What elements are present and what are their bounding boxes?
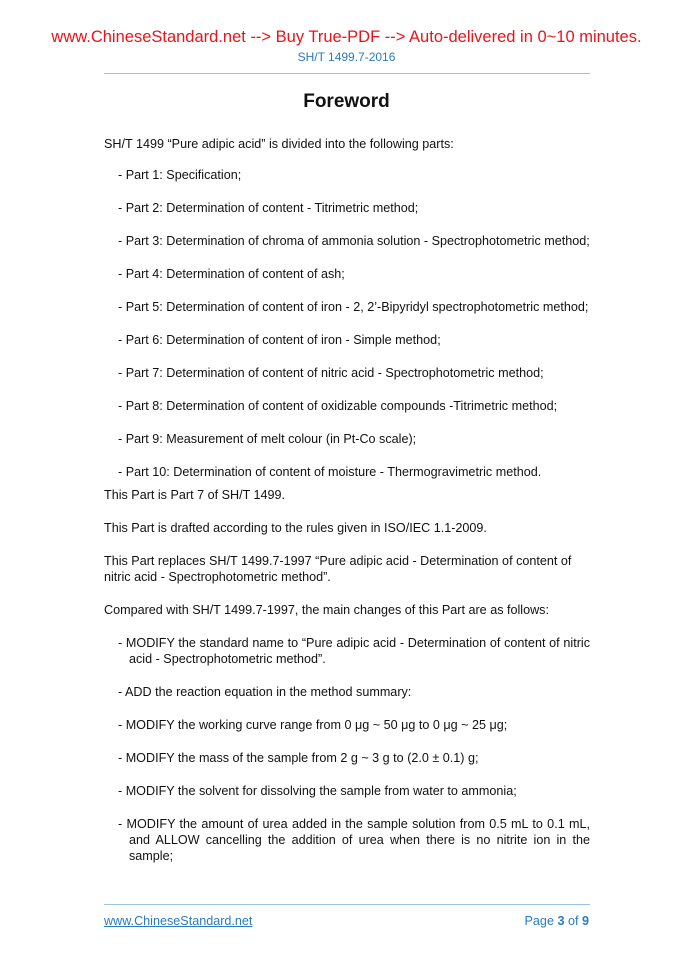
footer-website-link[interactable]: www.ChineseStandard.net [104, 914, 253, 928]
part-item: - Part 10: Determination of content of moisture - Thermogravimetric method. [118, 465, 542, 479]
change-item: - MODIFY the mass of the sample from 2 g ~ 3 g to (2.0 ± 0.1) g; [118, 751, 479, 765]
part-item: - Part 9: Measurement of melt colour (in Pt-Co scale); [118, 432, 417, 446]
current-page: 3 [557, 914, 565, 928]
paragraph: This Part replaces SH/T 1499.7-1997 “Pure adipic acid - Determination of content of nitric acid - Spectrophotometric method”. [104, 554, 572, 584]
part-item: - Part 4: Determination of content of ash; [118, 267, 345, 281]
page-title: Foreword [303, 91, 390, 112]
promo-banner-link[interactable]: www.ChineseStandard.net --> Buy True-PDF --> Auto-delivered in 0~10 minutes. [51, 28, 642, 46]
total-pages: 9 [581, 914, 589, 928]
change-item: - MODIFY the solvent for dissolving the sample from water to ammonia; [118, 784, 517, 798]
page-number [525, 914, 589, 928]
change-item: - MODIFY the amount of urea added in the sample solution from 0.5 mL to 0.1 mL, and ALLOW cancelling the addition of urea when there is no nitrite ion in the sample; [118, 817, 590, 863]
part-item: - Part 3: Determination of chroma of ammonia solution - Spectrophotometric method; [118, 234, 590, 248]
change-item: - MODIFY the working curve range from 0 μg ~ 50 μg to 0 μg ~ 25 μg; [118, 718, 508, 732]
footer-divider [104, 904, 590, 905]
part-item: - Part 5: Determination of content of iron - 2, 2’-Bipyridyl spectrophotometric method; [118, 300, 589, 314]
intro-paragraph: SH/T 1499 “Pure adipic acid” is divided into the following parts: [104, 137, 454, 151]
paragraph: This Part is drafted according to the rules given in ISO/IEC 1.1-2009. [104, 521, 487, 535]
part-item: - Part 7: Determination of content of nitric acid - Spectrophotometric method; [118, 366, 544, 380]
change-item: - ADD the reaction equation in the method summary: [118, 685, 412, 699]
document-id: SH/T 1499.7-2016 [297, 50, 396, 64]
of-label: of [567, 914, 579, 928]
part-item: - Part 8: Determination of content of oxidizable compounds -Titrimetric method; [118, 399, 558, 413]
part-item: - Part 6: Determination of content of iron - Simple method; [118, 333, 441, 347]
part-item: - Part 1: Specification; [118, 168, 242, 182]
header-divider [104, 73, 590, 74]
paragraph: Compared with SH/T 1499.7-1997, the main changes of this Part are as follows: [104, 603, 549, 617]
page-label: Page [524, 914, 554, 928]
paragraph: This Part is Part 7 of SH/T 1499. [104, 488, 286, 502]
change-item: - MODIFY the standard name to “Pure adipic acid - Determination of content of nitric acid - Spectrophotometric method”. [118, 636, 590, 666]
part-item: - Part 2: Determination of content - Titrimetric method; [118, 201, 419, 215]
